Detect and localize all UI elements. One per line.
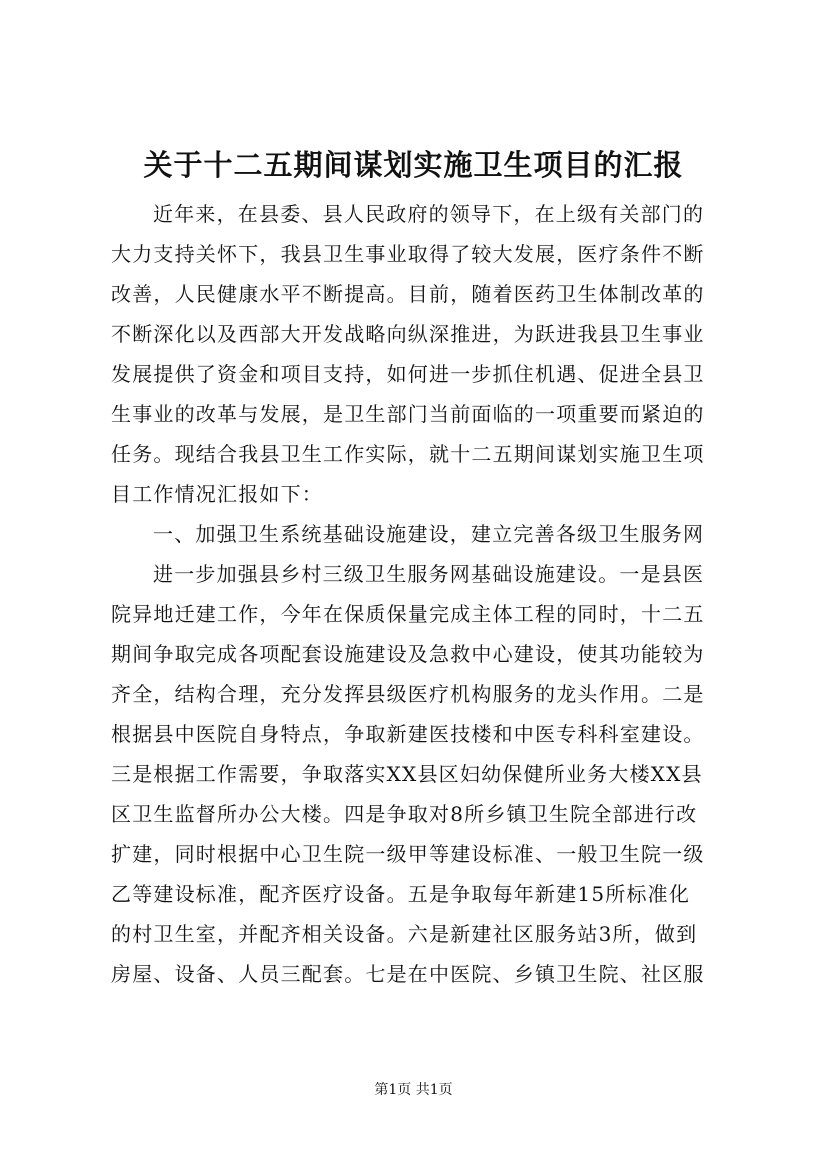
- body-line: 不断深化以及西部大开发战略向纵深推进，为跃进我县卫生事业: [111, 322, 705, 346]
- body-line: 发展提供了资金和项目支持，如何进一步抓住机遇、促进全县卫: [111, 362, 705, 386]
- body-line: 齐全，结构合理，充分发挥县级医疗机构服务的龙头作用。二是: [111, 682, 705, 706]
- page-number-label: 第1页 共1页: [374, 1082, 453, 1098]
- body-line: 近年来，在县委、县人民政府的领导下，在上级有关部门的: [153, 202, 705, 226]
- body-line: 进一步加强县乡村三级卫生服务网基础设施建设。一是县医: [153, 562, 705, 586]
- section-heading: 一、加强卫生系统基础设施建设，建立完善各级卫生服务网: [153, 522, 705, 546]
- document-body: [111, 194, 721, 994]
- body-line: 的村卫生室，并配齐相关设备。六是新建社区服务站3所，做到: [111, 922, 698, 946]
- body-line: 三是根据工作需要，争取落实XX县区妇幼保健所业务大楼XX县: [111, 762, 703, 786]
- body-line: 期间争取完成各项配套设施建设及急救中心建设，使其功能较为: [111, 642, 705, 666]
- body-line: 目工作情况汇报如下：: [111, 482, 323, 506]
- body-line: 生事业的改革与发展，是卫生部门当前面临的一项重要而紧迫的: [111, 402, 705, 426]
- body-line: 房屋、设备、人员三配套。七是在中医院、乡镇卫生院、社区服: [111, 962, 705, 986]
- body-line: 扩建，同时根据中心卫生院一级甲等建设标准、一般卫生院一级: [111, 842, 705, 866]
- body-line: 大力支持关怀下，我县卫生事业取得了较大发展，医疗条件不断: [111, 242, 705, 266]
- body-line: 改善，人民健康水平不断提高。目前，随着医药卫生体制改革的: [111, 282, 705, 306]
- body-line: 根据县中医院自身特点，争取新建医技楼和中医专科科室建设。: [111, 722, 705, 746]
- body-line: 任务。现结合我县卫生工作实际，就十二五期间谋划实施卫生项: [111, 442, 705, 466]
- body-line: 院异地迁建工作，今年在保质保量完成主体工程的同时，十二五: [111, 602, 705, 626]
- body-line: 乙等建设标准，配齐医疗设备。五是争取每年新建15所标准化: [111, 882, 691, 906]
- body-line: 区卫生监督所办公大楼。四是争取对8所乡镇卫生院全部进行改: [111, 802, 698, 826]
- page-footer: [0, 1080, 827, 1100]
- document-title: 关于十二五期间谋划实施卫生项目的汇报: [143, 148, 684, 182]
